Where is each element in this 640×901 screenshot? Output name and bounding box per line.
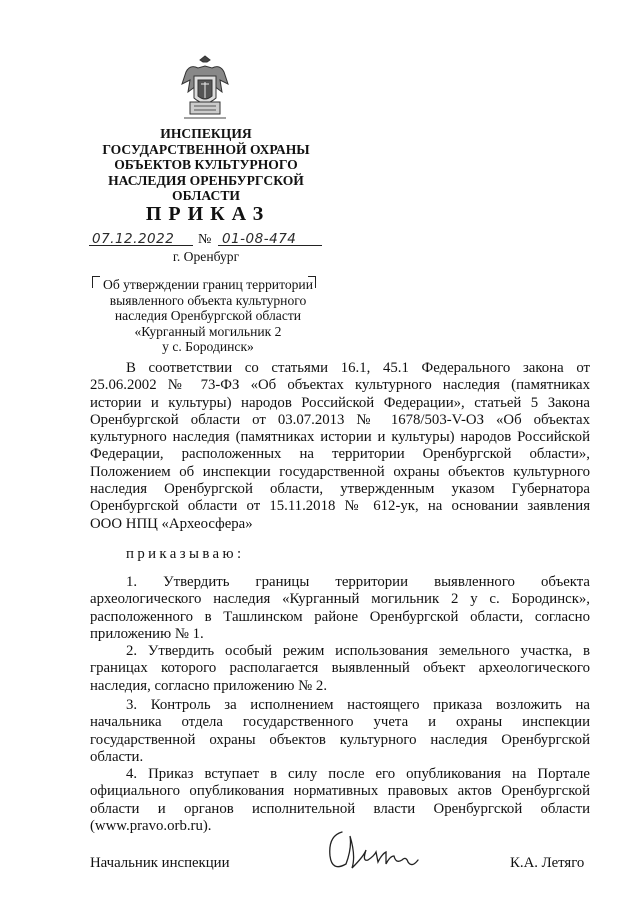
coat-of-arms-emblem	[176, 54, 234, 122]
subject-line: выявленного объекта культурного	[109, 292, 307, 308]
subject-line: Об утверждении границ территории	[103, 277, 313, 292]
preamble-line: наследия Оренбургской области, утвержденным указом Губернатора	[90, 481, 590, 498]
org-line: ОБЛАСТИ	[172, 188, 240, 203]
preamble-line: Оренбургской области от 03.07.2013 № 1678/503-V-ОЗ «Об объектах	[90, 411, 590, 428]
preamble-line: истории и культуры) народов Российской Федерации», статьей 5 Закона	[90, 394, 590, 411]
document-type-title: ПРИКАЗ	[145, 203, 271, 225]
date-underline	[89, 245, 193, 246]
preamble-line: В соответствии со статьями 16.1, 45.1 Федерального закона от	[126, 360, 590, 376]
date-number-line	[86, 229, 326, 251]
signer-title: Начальник инспекции	[90, 855, 230, 871]
preamble-line: Оренбургской области от 15.11.2018 № 612-ук, на основании заявления	[90, 498, 590, 515]
organization-name	[86, 126, 326, 204]
preamble-line: культурного наследия (памятниках истории и культуры) народов Российской	[90, 429, 590, 446]
item-line: начальника отдела государственного учета и охраны инспекции	[90, 714, 590, 731]
item-line: расположенного в Ташлинском районе Оренбургской области, согласно	[90, 608, 590, 625]
item-line: области и органов исполнительной власти Оренбургской области	[90, 800, 590, 817]
preamble-line: Положением об инспекции государственной охраны объектов культурного	[90, 463, 590, 480]
preamble-line: 25.06.2002 № 73-ФЗ «Об объектах культурного наследия (памятниках	[90, 377, 590, 394]
number-underline	[218, 245, 322, 246]
preamble-line: ООО НПЦ «Археосфера»	[90, 515, 253, 532]
subject-line: наследия Оренбургской области	[114, 308, 302, 324]
org-line: ОБЪЕКТОВ КУЛЬТУРНОГО	[114, 157, 298, 172]
org-line: НАСЛЕДИЯ ОРЕНБУРГСКОЙ	[108, 172, 304, 188]
signer-name: К.А. Летяго	[510, 855, 585, 871]
item-line: 4. Приказ вступает в силу после его опубликования на Портале	[126, 766, 590, 782]
preamble-line: Федерации, расположенных на территории Оренбургской области»,	[90, 446, 590, 463]
item-line: официального опубликования нормативных правовых актов Оренбургской	[90, 783, 590, 800]
item-line: 3. Контроль за исполнением настоящего приказа возложить на	[126, 697, 590, 713]
number-sign: №	[198, 232, 212, 247]
order-number: 01-08-474	[222, 231, 297, 247]
item-line: области.	[90, 748, 144, 765]
subject-line: «Курганный могильник 2	[134, 323, 282, 339]
order-item-3	[90, 697, 590, 766]
org-line: ГОСУДАРСТВЕННОЙ ОХРАНЫ	[102, 141, 310, 157]
order-item-4	[90, 766, 590, 835]
order-subject	[92, 277, 324, 355]
item-line: 1. Утвердить границы территории выявленного объекта	[126, 574, 590, 590]
item-line: археологического наследия «Курганный могильник 2 у с. Бородинск»,	[90, 591, 590, 608]
city: г. Оренбург	[172, 249, 240, 264]
item-line: (www.pravo.orb.ru).	[90, 817, 212, 834]
subject-line: у с. Бородинск»	[162, 339, 254, 355]
order-word: приказываю:	[126, 546, 245, 562]
item-line: 2. Утвердить особый режим использования земельного участка, в	[126, 643, 590, 659]
org-line: ИНСПЕКЦИЯ	[160, 126, 252, 141]
order-item-1	[90, 574, 590, 643]
order-date: 07.12.2022	[92, 231, 175, 247]
item-line: государственной охраны объектов культурного наследия Оренбургской	[90, 731, 590, 748]
item-line: наследия, согласно приложению № 2.	[90, 677, 328, 694]
order-item-2	[90, 643, 590, 695]
preamble-paragraph	[90, 360, 590, 533]
item-line: границах которого располагается выявленный объект археологического	[90, 660, 590, 677]
item-line: приложению № 1.	[90, 625, 204, 642]
handwritten-signature	[322, 826, 422, 876]
